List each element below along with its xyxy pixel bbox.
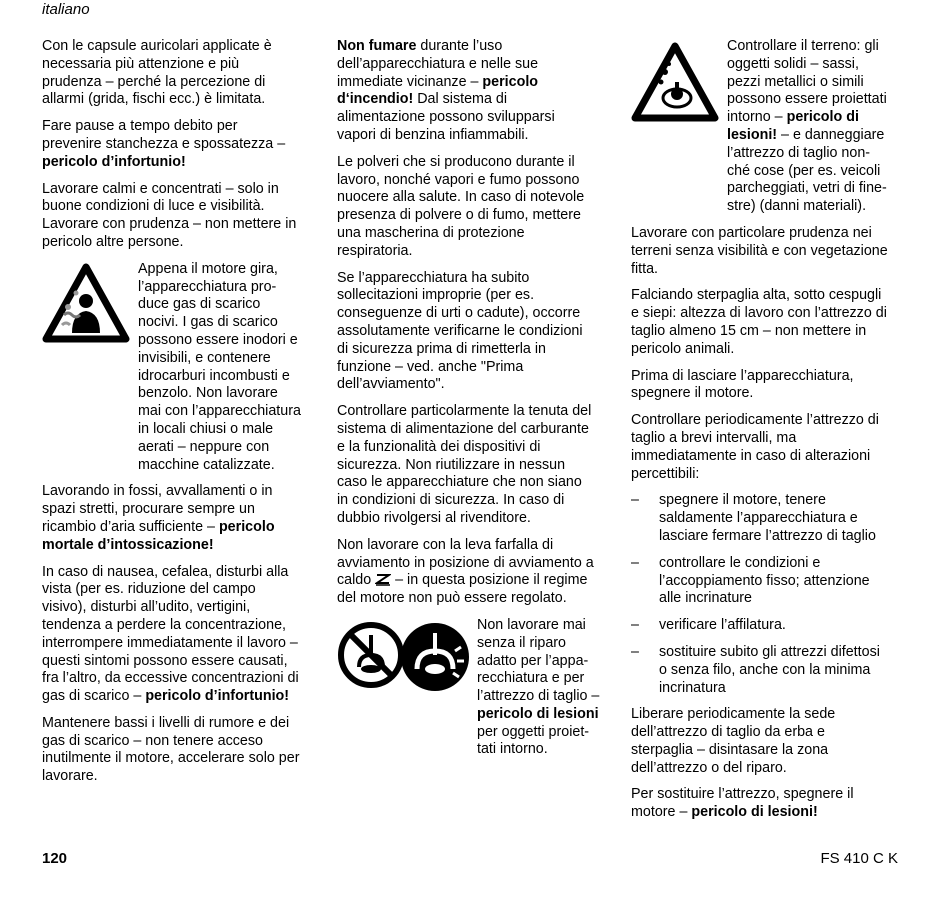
check-list bbox=[631, 492, 901, 697]
language-label: italiano bbox=[42, 1, 90, 18]
thrown-objects-warning-icon bbox=[631, 42, 719, 124]
paragraph: Lavorare con particolare prudenza nei terreni senza visibilità e con vegetazione fitta. bbox=[631, 224, 888, 277]
guard-required-icon bbox=[399, 621, 471, 693]
guard-warning-figure bbox=[337, 617, 605, 759]
column-3 bbox=[631, 38, 901, 831]
paragraph: Falciando sterpaglia alta, sotto cespugli e siepi: altezza di lavoro con l’attrezzo di taglio almeno 15 cm – non mettere in pericolo animali. bbox=[631, 287, 887, 357]
paragraph: Con le capsule auricolari applicate è necessaria più attenzione e più prudenza – perché la percezione di allarmi (grida, fischi ecc.) è limitata. bbox=[42, 38, 272, 108]
list-item: – spegnere il motore, tenere saldamente l’apparecchiatura e lasciare fermare l’attrezzo di taglio bbox=[631, 492, 876, 544]
paragraph: Prima di lasciare l’apparecchiatura, spegnere il motore. bbox=[631, 367, 854, 402]
paragraph: Mantenere bassi i livelli di rumore e dei gas di scarico – non tenere acceso inutilmente il motore, accelerare solo per lavorare. bbox=[42, 714, 300, 785]
paragraph: Controllare periodicamente l’attrezzo di taglio a brevi intervalli, ma immediatamente in caso di alterazioni percettibili: bbox=[631, 412, 879, 482]
paragraph: Liberare periodicamente la sede dell’attrezzo di taglio da erba e sterpaglia – disintasare la zona dell’attrezzo o del riparo. bbox=[631, 706, 836, 776]
paragraph: Per sostituire l’attrezzo, spegnere il motore – pericolo di lesioni! bbox=[631, 786, 854, 821]
choke-warm-start-icon bbox=[375, 572, 391, 586]
column-1 bbox=[42, 38, 310, 795]
paragraph: Le polveri che si producono durante il lavoro, nonché vapori e fumo possono nuocere alla salute. In caso di notevole presenza di polvere o di fumo, mettere una mascherina di protezione respiratoria. bbox=[337, 153, 585, 259]
exhaust-gas-warning-icon bbox=[42, 263, 130, 345]
list-item: – controllare le condizioni e l’accoppiamento fisso; attenzione alle incrinature bbox=[631, 554, 870, 607]
paragraph: In caso di nausea, cefalea, disturbi alla vista (per es. riduzione del campo visivo), disturbi all’udito, vertigini, tendenza a perdere la concentrazione, interrompere immediatamente il lavoro – questi sintomi possono essere causati, fra l’altro, da eccessive concentrazioni di gas di scarico – pericolo d’infortunio! bbox=[42, 563, 299, 705]
paragraph: Fare pause a tempo debito per prevenire stanchezza e spossatezza – pericolo d’infortunio! bbox=[42, 118, 286, 170]
paragraph: Controllare particolarmente la tenuta del sistema di alimentazione del carburante e la funzionalità dei dispositivi di sicurezza. Non riutilizzare in nessun caso le apparecchiature che non siano in condizioni di sicurezza. In caso di dubbio rivolgersi al rivenditore. bbox=[337, 403, 592, 526]
list-item: – verificare l’affilatura. bbox=[631, 617, 786, 634]
paragraph: Non lavorare mai senza il riparo adatto per l’appa- recchiatura e per l’attrezzo di taglio – pericolo di lesioni per oggetti proiet- tati intorno. bbox=[477, 616, 600, 758]
paragraph: Se l’apparecchiatura ha subito sollecitazioni improprie (per es. conseguenze di urti o cadute), occorre assolutamente verificarne le condizioni di sicurezza prima di rimetterla in funzione – ved. anche "Prima dell’avviamento". bbox=[337, 269, 583, 393]
paragraph: Controllare il terreno: gli oggetti solidi – sassi, pezzi metallici o simili possono essere proiettati intorno – pericolo di lesioni! – e danneggiare l’attrezzo di taglio non- ché cose (per es. veicoli parcheggiati, vetri di fine- stre) (danni materiali). bbox=[727, 38, 887, 215]
no-guard-prohibition-icon bbox=[337, 621, 405, 689]
paragraph: Appena il motore gira, l’apparecchiatura pro- duce gas di scarico nocivi. I gas di scarico possono essere inodori e invisibili, e contenere idrocarburi incombusti e benzolo. Non lavorare mai con l’apparecchiatura in locali chiusi o male aerati – neppure con macchine catalizzate. bbox=[138, 260, 301, 473]
thrown-objects-figure bbox=[631, 38, 901, 216]
paragraph: Non fumare durante l’uso dell’apparecchiatura e nelle sue immediate vicinanze – pericolo d‘incendio! Dal sistema di alimentazione possono svilupparsi vapori di benzina infiammabili. bbox=[337, 38, 555, 143]
model-name: FS 410 C K bbox=[820, 850, 898, 867]
paragraph: Non lavorare con la leva farfalla di avviamento in posizione di avviamento a caldo – in questa posizione il regime del motore non può essere regolato. bbox=[337, 536, 594, 607]
paragraph: Lavorare calmi e concentrati – solo in buone condizioni di luce e visibilità. Lavorare con prudenza – non mettere in pericolo altre persone. bbox=[42, 180, 297, 250]
exhaust-warning-figure bbox=[42, 261, 310, 475]
column-2 bbox=[337, 38, 605, 768]
page-number: 120 bbox=[42, 850, 68, 867]
paragraph: Lavorando in fossi, avvallamenti o in spazi stretti, procurare sempre un ricambio d’aria sufficiente – pericolo mortale d’intossicazione! bbox=[42, 483, 275, 553]
list-item: – sostituire subito gli attrezzi difettosi o senza filo, anche con la minima incrinatura bbox=[631, 643, 880, 696]
